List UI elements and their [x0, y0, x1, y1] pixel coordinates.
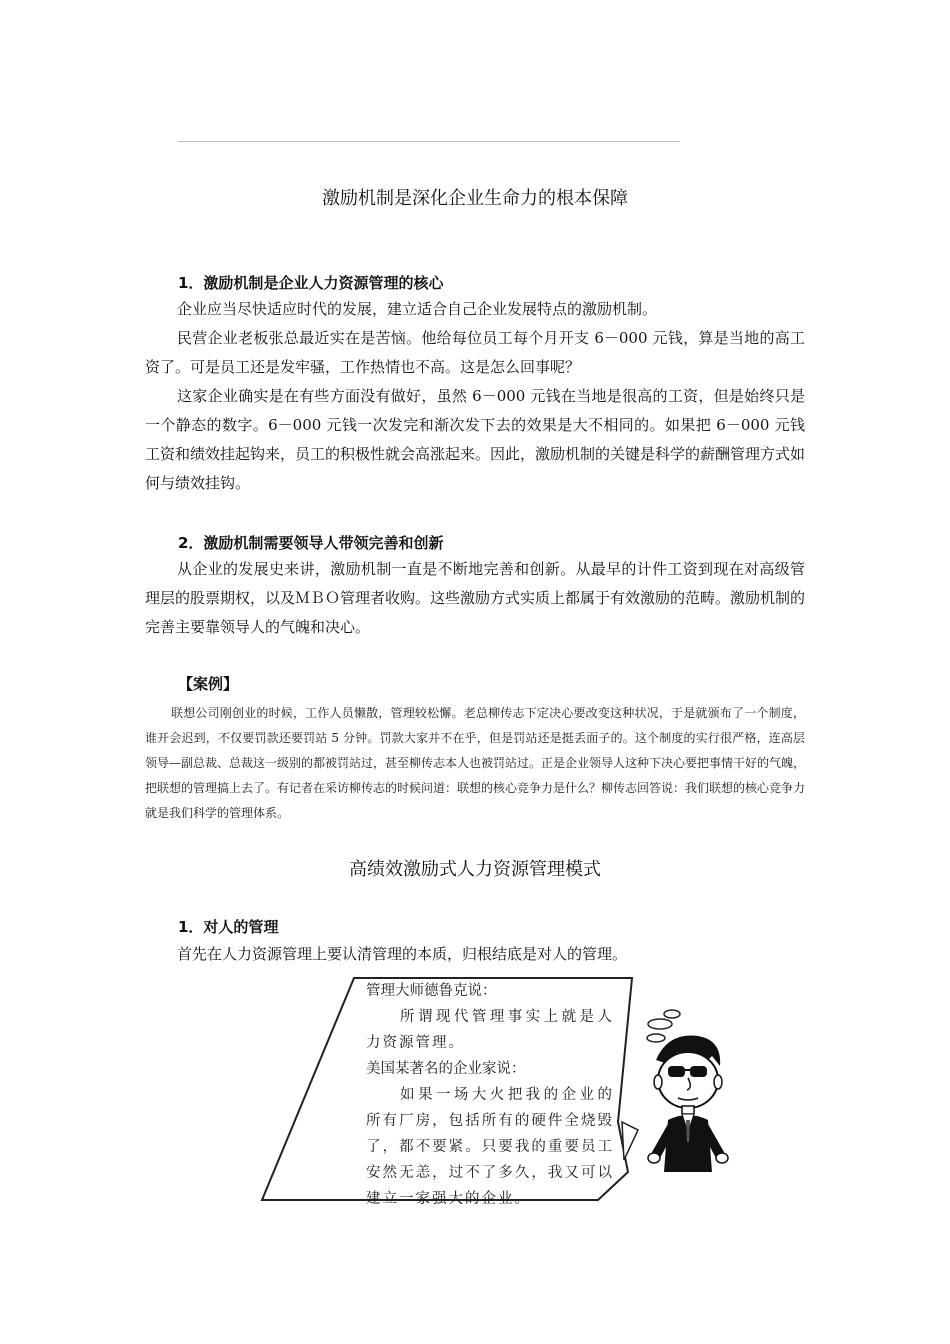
- paragraph: 这家企业确实是在有些方面没有做好，虽然 6－000 元钱在当地是很高的工资，但是始终只是一个静态的数字。6－000 元钱一次发完和渐次发下去的效果是大不相同的。如果把 6－000 元钱工资和绩效挂起钩来，员工的积极性就会高涨起来。因此，激励机制的关键是科学的薪酬管理方式如何与绩效挂钩。: [145, 387, 806, 492]
- quote-text: [366, 978, 614, 1212]
- section2-sub1-title: 1．对人的管理: [178, 918, 279, 936]
- case-label: 【案例】: [178, 675, 239, 693]
- quote-box: [258, 972, 738, 1207]
- section1-sub2-title: 2．激励机制需要领导人带领完善和创新: [178, 534, 444, 552]
- paragraph: 民营企业老板张总最近实在是苦恼。他给每位员工每个月开支 6－000 元钱，算是当地的高工资了。可是员工还是发牢骚，工作热情也不高。这是怎么回事呢？: [145, 329, 805, 376]
- quote-body: 如果一场大火把我的企业的所有厂房，包括所有的硬件全烧毁了，都不要紧。只要我的重要员工安然无恙，过不了多久，我又可以建立一家强大的企业。: [366, 1087, 614, 1207]
- section2-heading: 高绩效激励式人力资源管理模式: [349, 859, 601, 880]
- header-rule: [178, 141, 680, 142]
- section1-sub2-body: [145, 555, 805, 642]
- section1-heading: 激励机制是深化企业生命力的根本保障: [322, 188, 628, 209]
- section1-sub1-body: [145, 295, 805, 498]
- thinking-man-illustration: [638, 1002, 738, 1182]
- quote-speaker: 管理大师德鲁克说：: [366, 983, 497, 999]
- quote-body: 所谓现代管理事实上就是人力资源管理。: [366, 1009, 614, 1051]
- quote-speaker: 美国某著名的企业家说：: [366, 1061, 526, 1077]
- section2-sub1-body: 首先在人力资源管理上要认清管理的本质，归根结底是对人的管理。: [177, 945, 628, 963]
- paragraph: 从企业的发展史来讲，激励机制一直是不断地完善和创新。从最早的计件工资到现在对高级管理层的股票期权，以及ＭＢＯ管理者收购。这些激励方式实质上都属于有效激励的范畴。激励机制的完善主要靠领导人的气魄和决心。: [145, 560, 806, 636]
- case-text: 联想公司刚创业的时候，工作人员懒散，管理较松懈。老总柳传志下定决心要改变这种状况，于是就颁布了一个制度，谁开会迟到，不仅要罚款还要罚站 5 分钟。罚款大家并不在乎，但是罚站还是挺丢面子的。这个制度的实行很严格，连高层领导—副总裁、总裁这一级别的都被罚站过，甚至柳传志本人也被罚站过。正是企业领导人这种下决心要把事情干好的气魄，把联想的管理搞上去了。有记者在采访柳传志的时候问道：联想的核心竞争力是什么？柳传志回答说：我们联想的核心竞争力就是我们科学的管理体系。: [145, 706, 806, 820]
- section1-sub1-title: 1．激励机制是企业人力资源管理的核心: [178, 274, 444, 292]
- paragraph: 企业应当尽快适应时代的发展，建立适合自己企业发展特点的激励机制。: [177, 300, 658, 318]
